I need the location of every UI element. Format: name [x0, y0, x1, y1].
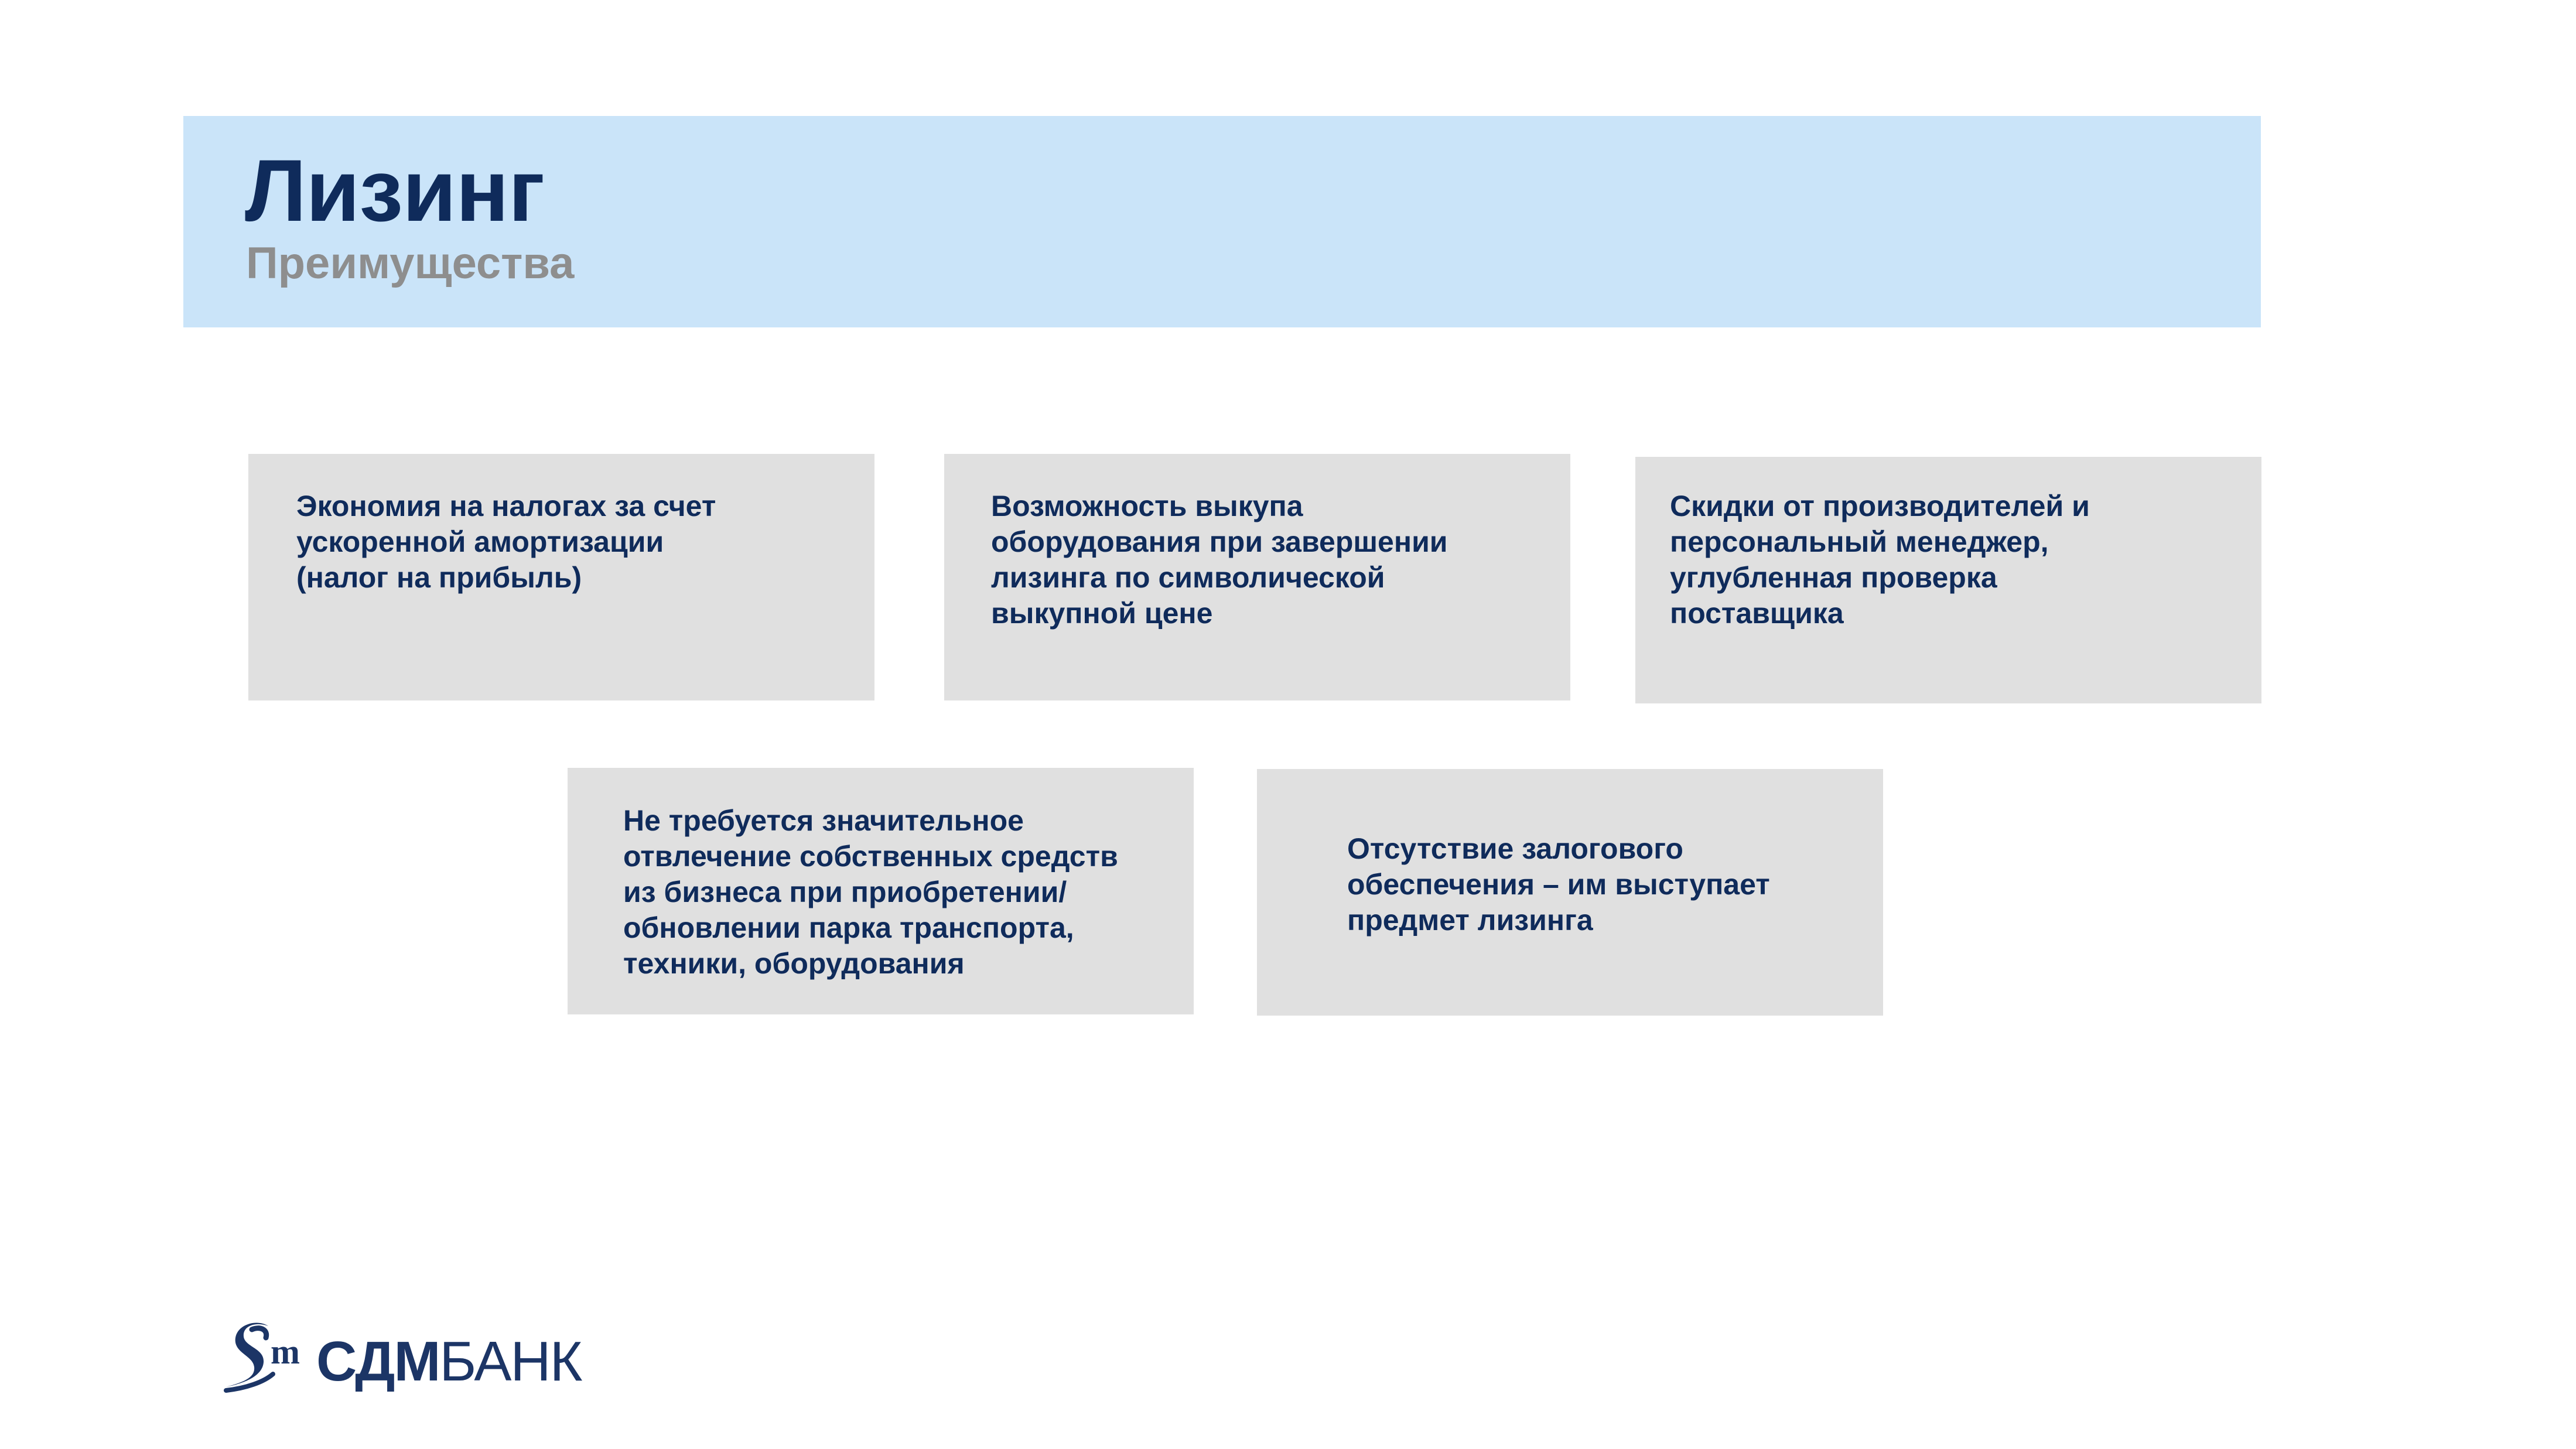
advantage-card-text: Скидки от производителей и персональный менеджер, углубленная проверка поставщика — [1670, 490, 2090, 630]
sdm-bank-logo-icon — [223, 1318, 322, 1400]
sdm-bank-logo — [223, 1318, 586, 1400]
advantage-card-text: Не требуется значительное отвлечение собственных средств из бизнеса при приобретении/ обновлении парка транспорта, техники, оборудования — [623, 804, 1118, 980]
advantage-card-buyout — [944, 454, 1570, 700]
advantage-card-text: Экономия на налогах за счет ускоренной амортизации (налог на прибыль) — [296, 490, 716, 594]
svg-text:m: m — [271, 1332, 300, 1371]
advantage-card-text: Отсутствие залогового обеспечения – им выступает предмет лизинга — [1347, 832, 1770, 937]
logo-wordmark-bold: СДМ — [316, 1330, 440, 1393]
advantage-card-text: Возможность выкупа оборудования при завершении лизинга по символической выкупной цене — [991, 490, 1448, 630]
advantage-card-no-own-funds — [568, 768, 1194, 1014]
page-subtitle: Преимущества — [246, 238, 575, 288]
sdm-bank-wordmark — [316, 1330, 582, 1394]
logo-wordmark-light: БАНК — [439, 1330, 582, 1393]
advantage-card-discounts — [1635, 457, 2261, 703]
advantage-card-tax-savings — [248, 454, 874, 700]
advantage-card-no-collateral — [1257, 769, 1883, 1016]
page-title: Лизинг — [245, 141, 545, 240]
